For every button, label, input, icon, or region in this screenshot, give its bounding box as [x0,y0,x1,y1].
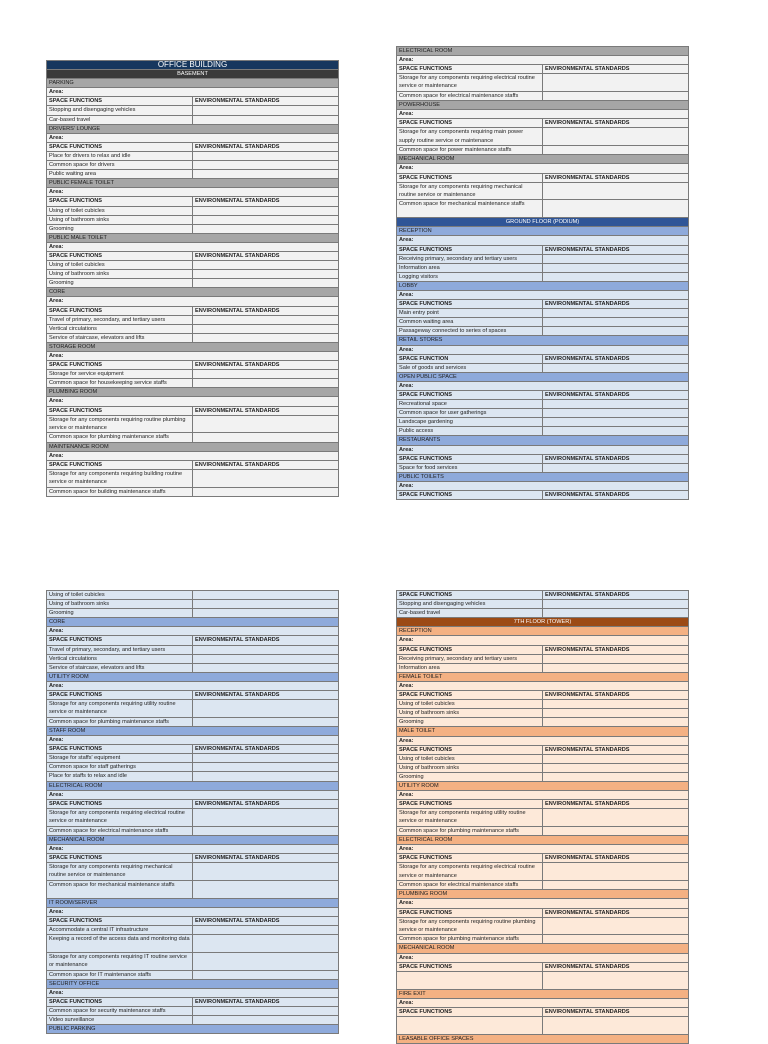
space-functions-header: SPACE FUNCTIONS [397,454,543,463]
room-heading: LOBBY [397,281,689,290]
area-label: Area: [397,56,689,65]
standard-cell [193,279,339,288]
function-item: Place for drivers to relax and idle [47,151,193,160]
space-functions-header: SPACE FUNCTIONS [397,645,543,654]
basement-ground-table [396,46,689,500]
env-standards-header: ENVIRONMENTAL STANDARDS [543,800,689,809]
env-standards-header: ENVIRONMENTAL STANDARDS [543,691,689,700]
function-item: Common space for electrical maintenance staffs [47,826,193,835]
area-label: Area: [47,907,339,916]
function-item: Storage for any components requiring electrical routine service or maintenance [397,74,543,92]
function-item: Storage for any components requiring electrical routine service or maintenance [47,808,193,826]
standard-cell [543,809,689,827]
function-item: Place for staffs to relax and idle [47,772,193,781]
env-standards-header: ENVIRONMENTAL STANDARDS [193,142,339,151]
standard-cell [193,754,339,763]
area-label: Area: [397,736,689,745]
area-label: Area: [397,345,689,354]
function-item: Storage for any components requiring electrical routine service or maintenance [397,863,543,881]
function-item: Car-based travel [47,115,193,124]
standard-cell [193,1006,339,1015]
area-label: Area: [47,242,339,251]
room-heading: SECURITY OFFICE [47,979,339,988]
standard-cell [193,654,339,663]
room-heading: RESTAURANTS [397,436,689,445]
room-heading: PUBLIC FEMALE TOILET [47,179,339,188]
area-label: Area: [47,988,339,997]
space-functions-header: SPACE FUNCTION [397,354,543,363]
space-functions-header: SPACE FUNCTIONS [47,691,193,700]
env-standards-header: ENVIRONMENTAL STANDARDS [543,745,689,754]
env-standards-header: ENVIRONMENTAL STANDARDS [543,908,689,917]
standard-cell [193,925,339,934]
room-heading: PUBLIC PARKING [47,1025,339,1034]
room-heading: PLUMBING ROOM [397,890,689,899]
basement-heading: BASEMENT [47,70,339,79]
function-item: Video surveillance [47,1016,193,1025]
space-functions-header: SPACE FUNCTIONS [397,65,543,74]
function-item: Common space for staff gatherings [47,763,193,772]
space-functions-header: SPACE FUNCTIONS [397,391,543,400]
standard-cell [543,763,689,772]
function-item: Common space for mechanical maintenance staffs [47,880,193,898]
standard-cell [193,315,339,324]
area-label: Area: [47,844,339,853]
standard-cell [193,379,339,388]
room-heading: UTILITY ROOM [397,781,689,790]
standard-cell [543,318,689,327]
standard-cell [193,717,339,726]
function-item: Stopping and disengaging vehicles [397,600,543,609]
function-item: Passageway connected to series of spaces [397,327,543,336]
env-standards-header: ENVIRONMENTAL STANDARDS [543,354,689,363]
space-functions-header: SPACE FUNCTIONS [47,97,193,106]
area-label: Area: [397,290,689,299]
document-title: OFFICE BUILDING [47,61,339,70]
function-item: Grooming [397,772,543,781]
space-functions-header: SPACE FUNCTIONS [47,916,193,925]
standard-cell [193,863,339,881]
standard-cell [193,609,339,618]
function-item: Grooming [47,609,193,618]
space-functions-header: SPACE FUNCTIONS [47,745,193,754]
function-item: Storage for service equipment [47,370,193,379]
function-item: Using of bathroom sinks [47,600,193,609]
room-heading: ELECTRICAL ROOM [47,781,339,790]
env-standards-header: ENVIRONMENTAL STANDARDS [543,119,689,128]
room-heading: IT ROOM/SERVER [47,898,339,907]
function-item: Common space for plumbing maintenance staffs [47,717,193,726]
function-item: Using of bathroom sinks [47,215,193,224]
function-item: Vertical circulations [47,324,193,333]
room-heading: MECHANICAL ROOM [397,944,689,953]
standard-cell [543,772,689,781]
room-heading: DRIVERS' LOUNGE [47,124,339,133]
env-standards-header: ENVIRONMENTAL STANDARDS [193,197,339,206]
function-item: Common space for building maintenance staffs [47,487,193,496]
room-heading: PUBLIC TOILETS [397,472,689,481]
standard-cell [193,115,339,124]
function-item: Using of bathroom sinks [47,270,193,279]
area-label: Area: [397,899,689,908]
space-functions-header: SPACE FUNCTIONS [47,406,193,415]
standard-cell [193,106,339,115]
function-item: Keeping a record of the access data and monitoring data [47,935,193,953]
room-heading: OPEN PUBLIC SPACE [397,372,689,381]
space-functions-header: SPACE FUNCTIONS [47,142,193,151]
standard-cell [193,487,339,496]
room-heading: STAFF ROOM [47,727,339,736]
function-item: Common space for drivers [47,161,193,170]
room-heading: MECHANICAL ROOM [397,155,689,164]
standard-cell [543,917,689,935]
standard-cell [543,409,689,418]
env-standards-header: ENVIRONMENTAL STANDARDS [193,361,339,370]
function-item: Common space for plumbing maintenance staffs [397,935,543,944]
space-functions-header: SPACE FUNCTIONS [47,361,193,370]
standard-cell [193,324,339,333]
room-heading: PUBLIC MALE TOILET [47,233,339,242]
standard-cell [193,206,339,215]
function-item: Grooming [47,224,193,233]
standard-cell [543,863,689,881]
area-label: Area: [397,445,689,454]
standard-cell [193,880,339,898]
ground-floor-heading: GROUND FLOOR (PODIUM) [397,218,689,227]
env-standards-header: ENVIRONMENTAL STANDARDS [543,300,689,309]
function-item [397,971,543,989]
room-heading: MAINTENANCE ROOM [47,442,339,451]
env-standards-header: ENVIRONMENTAL STANDARDS [543,962,689,971]
standard-cell [543,254,689,263]
env-standards-header: ENVIRONMENTAL STANDARDS [193,799,339,808]
standard-cell [193,772,339,781]
function-item: Using of toilet cubicles [47,206,193,215]
function-item: Logging visitors [397,272,543,281]
env-standards-header: ENVIRONMENTAL STANDARDS [193,691,339,700]
space-functions-header: SPACE FUNCTIONS [397,173,543,182]
space-functions-header: SPACE FUNCTIONS [397,1007,543,1016]
standard-cell [193,970,339,979]
space-functions-header: SPACE FUNCTIONS [397,908,543,917]
standard-cell [543,935,689,944]
space-functions-header: SPACE FUNCTIONS [47,799,193,808]
function-item: Using of toilet cubicles [47,261,193,270]
env-standards-header: ENVIRONMENTAL STANDARDS [193,251,339,260]
standard-cell [193,808,339,826]
standard-cell [543,74,689,92]
standard-cell [543,1016,689,1034]
function-item: Common space for housekeeping service staffs [47,379,193,388]
standard-cell [543,700,689,709]
room-heading: POWERHOUSE [397,101,689,110]
room-heading: MECHANICAL ROOM [47,835,339,844]
function-item: Space for food services [397,463,543,472]
function-item: Storage for staffs' equipment [47,754,193,763]
standard-cell [193,1016,339,1025]
area-label: Area: [397,381,689,390]
function-item: Storage for any components requiring main power supply routine service or maintenance [397,128,543,146]
function-item: Travel of primary, secondary, and tertiary users [47,315,193,324]
standard-cell [543,146,689,155]
function-item: Public waiting area [47,170,193,179]
function-item: Service of staircase, elevators and lifts [47,663,193,672]
standard-cell [543,971,689,989]
ground-floor-continued-table [46,590,339,1034]
room-heading: RETAIL STORES [397,336,689,345]
function-item: Using of bathroom sinks [397,709,543,718]
space-functions-header: SPACE FUNCTIONS [397,854,543,863]
space-functions-header: SPACE FUNCTIONS [47,306,193,315]
function-item: Grooming [397,718,543,727]
area-label: Area: [47,790,339,799]
function-item: Storage for any components requiring mechanical routine service or maintenance [47,863,193,881]
standard-cell [193,469,339,487]
room-heading: PARKING [47,79,339,88]
standard-cell [193,935,339,953]
env-standards-header: ENVIRONMENTAL STANDARDS [543,245,689,254]
area-label: Area: [397,636,689,645]
function-item: Travel of primary, secondary, and tertiary users [47,645,193,654]
function-item: Using of toilet cubicles [397,754,543,763]
area-label: Area: [47,681,339,690]
function-item: Receiving primary, secondary and tertiary users [397,654,543,663]
standard-cell [543,200,689,218]
function-item: Main entry point [397,309,543,318]
area-label: Area: [397,236,689,245]
room-heading: FEMALE TOILET [397,672,689,681]
room-heading: STORAGE ROOM [47,342,339,351]
standard-cell [193,161,339,170]
env-standards-header: ENVIRONMENTAL STANDARDS [193,745,339,754]
function-item: Common space for IT maintenance staffs [47,970,193,979]
function-item: Landscape gardening [397,418,543,427]
env-standards-header: ENVIRONMENTAL STANDARDS [543,391,689,400]
function-item: Common space for plumbing maintenance staffs [397,827,543,836]
area-label: Area: [47,188,339,197]
standard-cell [193,151,339,160]
function-item: Service of staircase, elevators and lifts [47,333,193,342]
area-label: Area: [397,681,689,690]
env-standards-header: ENVIRONMENTAL STANDARDS [543,65,689,74]
basement-table [46,60,339,497]
area-label: Area: [47,297,339,306]
space-functions-header: SPACE FUNCTIONS [397,300,543,309]
env-standards-header: ENVIRONMENTAL STANDARDS [543,854,689,863]
function-item: Public access [397,427,543,436]
function-item: Common space for power maintenance staffs [397,146,543,155]
function-item: Common space for security maintenance staffs [47,1006,193,1015]
env-standards-header: ENVIRONMENTAL STANDARDS [193,460,339,469]
area-label: Area: [47,88,339,97]
room-heading: PLUMBING ROOM [47,388,339,397]
space-functions-header: SPACE FUNCTIONS [397,800,543,809]
area-label: Area: [397,791,689,800]
env-standards-header: ENVIRONMENTAL STANDARDS [193,306,339,315]
env-standards-header: ENVIRONMENTAL STANDARDS [193,916,339,925]
function-item: Common space for mechanical maintenance staffs [397,200,543,218]
standard-cell [543,609,689,618]
space-functions-header: SPACE FUNCTIONS [47,197,193,206]
env-standards-header: ENVIRONMENTAL STANDARDS [193,406,339,415]
function-item: Common space for user gatherings [397,409,543,418]
space-functions-header: SPACE FUNCTIONS [397,119,543,128]
standard-cell [543,272,689,281]
standard-cell [543,418,689,427]
area-label: Area: [397,845,689,854]
area-label: Area: [47,736,339,745]
function-item: Stopping and disengaging vehicles [47,106,193,115]
space-functions-header: SPACE FUNCTIONS [397,745,543,754]
standard-cell [193,333,339,342]
function-item: Receiving primary, secondary and tertiary users [397,254,543,263]
standard-cell [193,952,339,970]
space-functions-header: SPACE FUNCTIONS [47,997,193,1006]
function-item: Storage for any components requiring routine plumbing service or maintenance [47,415,193,433]
standard-cell [193,370,339,379]
env-standards-header: ENVIRONMENTAL STANDARDS [543,491,689,500]
standard-cell [543,754,689,763]
room-heading: RECEPTION [397,627,689,636]
area-label: Area: [397,110,689,119]
standard-cell [543,600,689,609]
room-heading: UTILITY ROOM [47,672,339,681]
area-label: Area: [397,953,689,962]
area-label: Area: [397,481,689,490]
function-item: Storage for any components requiring mechanical routine service or maintenance [397,182,543,200]
standard-cell [193,170,339,179]
standard-cell [543,881,689,890]
standard-cell [543,92,689,101]
standard-cell [543,128,689,146]
function-item: Common waiting area [397,318,543,327]
standard-cell [193,415,339,433]
function-item: Using of toilet cubicles [397,700,543,709]
standard-cell [543,263,689,272]
standard-cell [543,327,689,336]
function-item: Using of bathroom sinks [397,763,543,772]
room-heading: ELECTRICAL ROOM [397,47,689,56]
env-standards-header: ENVIRONMENTAL STANDARDS [543,1007,689,1016]
room-heading: FIRE EXIT [397,989,689,998]
standard-cell [543,709,689,718]
space-functions-header: SPACE FUNCTIONS [47,460,193,469]
room-heading: LEASABLE OFFICE SPACES [397,1034,689,1043]
standard-cell [193,270,339,279]
function-item: Storage for any components requiring building routine service or maintenance [47,469,193,487]
space-functions-header: SPACE FUNCTIONS [47,853,193,862]
standard-cell [193,763,339,772]
standard-cell [193,215,339,224]
function-item: Common space for electrical maintenance staffs [397,92,543,101]
room-heading: ELECTRICAL ROOM [397,836,689,845]
standard-cell [543,654,689,663]
function-item: Sale of goods and services [397,363,543,372]
room-heading: CORE [47,288,339,297]
function-item: Information area [397,663,543,672]
standard-cell [543,309,689,318]
tower-floor-heading: 7TH FLOOR (TOWER) [397,618,689,627]
function-item: Common space for plumbing maintenance staffs [47,433,193,442]
tower-floor-table [396,590,689,1044]
area-label: Area: [47,397,339,406]
area-label: Area: [397,164,689,173]
area-label: Area: [47,627,339,636]
function-item: Information area [397,263,543,272]
standard-cell [193,645,339,654]
standard-cell [193,600,339,609]
area-label: Area: [47,451,339,460]
space-functions-header: SPACE FUNCTIONS [397,691,543,700]
standard-cell [543,827,689,836]
standard-cell [543,718,689,727]
standard-cell [193,663,339,672]
function-item: Storage for any components requiring IT routine service or maintenance [47,952,193,970]
standard-cell [193,433,339,442]
function-item: Accommodate a central IT infrastructure [47,925,193,934]
function-item: Vertical circulations [47,654,193,663]
space-functions-header: SPACE FUNCTIONS [397,962,543,971]
space-functions-header: SPACE FUNCTIONS [397,491,543,500]
area-label: Area: [47,133,339,142]
space-functions-header: SPACE FUNCTIONS [397,591,543,600]
env-standards-header: ENVIRONMENTAL STANDARDS [193,853,339,862]
standard-cell [193,224,339,233]
function-item [397,1016,543,1034]
space-functions-header: SPACE FUNCTIONS [397,245,543,254]
area-label: Area: [47,352,339,361]
env-standards-header: ENVIRONMENTAL STANDARDS [543,591,689,600]
space-functions-header: SPACE FUNCTIONS [47,636,193,645]
room-heading: MALE TOILET [397,727,689,736]
function-item: Storage for any components requiring routine plumbing service or maintenance [397,917,543,935]
function-item: Common space for electrical maintenance staffs [397,881,543,890]
space-functions-header: SPACE FUNCTIONS [47,251,193,260]
standard-cell [543,663,689,672]
env-standards-header: ENVIRONMENTAL STANDARDS [543,454,689,463]
standard-cell [193,591,339,600]
standard-cell [193,261,339,270]
standard-cell [543,427,689,436]
env-standards-header: ENVIRONMENTAL STANDARDS [543,645,689,654]
env-standards-header: ENVIRONMENTAL STANDARDS [193,997,339,1006]
env-standards-header: ENVIRONMENTAL STANDARDS [193,97,339,106]
function-item: Grooming [47,279,193,288]
room-heading: RECEPTION [397,227,689,236]
function-item: Using of toilet cubicles [47,591,193,600]
function-item: Storage for any components requiring utility routine service or maintenance [47,700,193,718]
standard-cell [543,182,689,200]
standard-cell [193,700,339,718]
function-item: Recreational space [397,400,543,409]
env-standards-header: ENVIRONMENTAL STANDARDS [193,636,339,645]
standard-cell [543,400,689,409]
standard-cell [543,463,689,472]
area-label: Area: [397,998,689,1007]
function-item: Storage for any components requiring utility routine service or maintenance [397,809,543,827]
env-standards-header: ENVIRONMENTAL STANDARDS [543,173,689,182]
standard-cell [543,363,689,372]
room-heading: CORE [47,618,339,627]
function-item: Car-based travel [397,609,543,618]
standard-cell [193,826,339,835]
